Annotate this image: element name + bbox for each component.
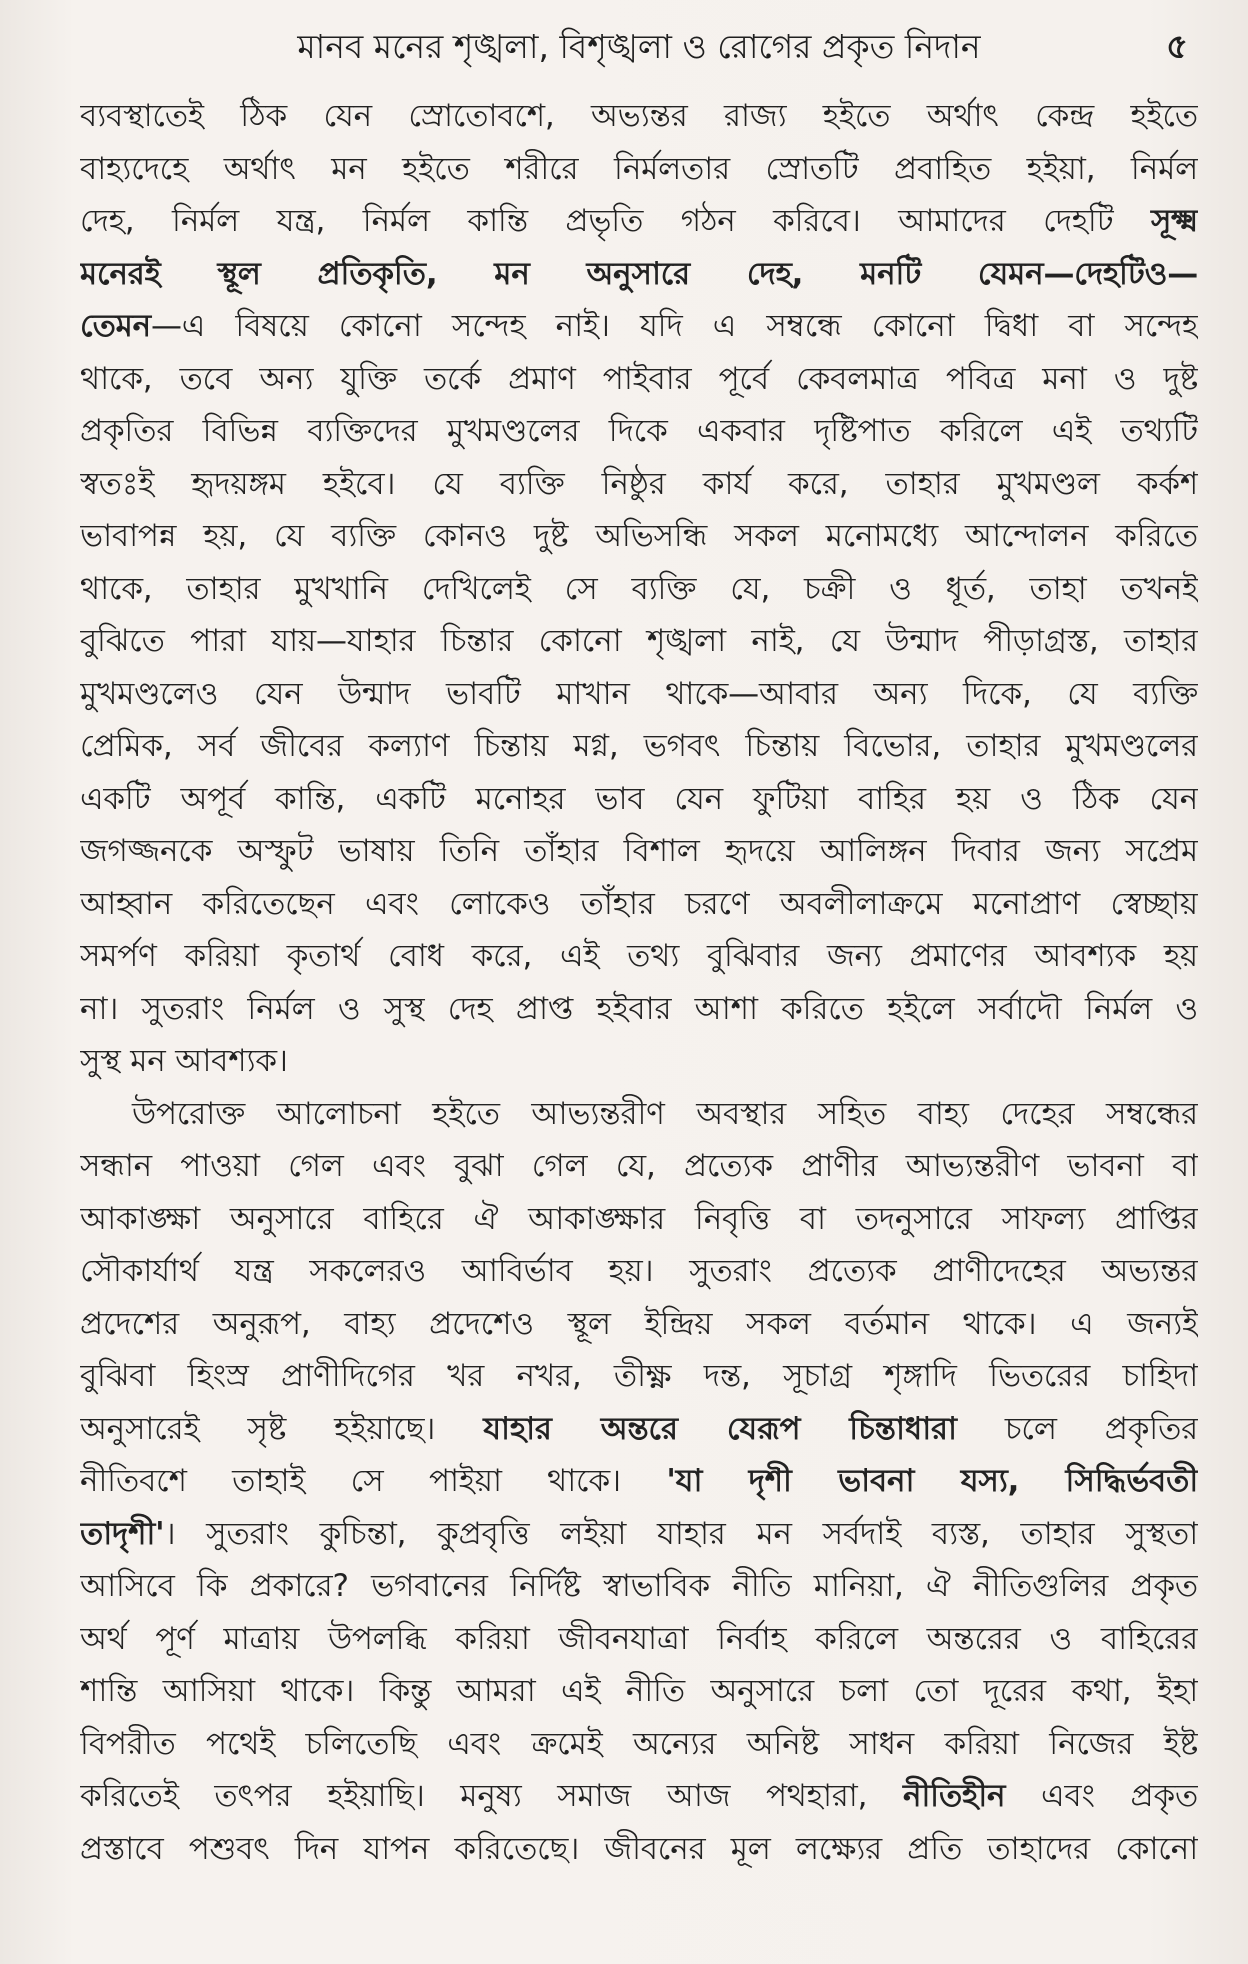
body-text: [80, 90, 1198, 1875]
paragraph: [80, 1088, 1198, 1876]
text-segment: এবং প্রকৃত: [1005, 1778, 1198, 1814]
text-segment: একটি অপূর্ব কান্তি, একটি মনোহর ভাব যেন ফুটিয়া বাহির হয় ও ঠিক যেন: [80, 780, 1198, 817]
text-segment: আকাঙ্ক্ষা অনুসারে বাহিরে ঐ আকাঙ্ক্ষার নিবৃত্তি বা তদনুসারে সাফল্য প্রাপ্তির: [80, 1200, 1198, 1237]
text-line: [80, 563, 1198, 616]
text-segment: বাহ্যদেহে অর্থাৎ মন হইতে শরীরে নির্মলতার স্রোতটি প্রবাহিত হইয়া, নির্মল: [80, 150, 1198, 187]
text-line: [80, 668, 1198, 721]
text-segment: স্বতঃই হৃদয়ঙ্গম হইবে। যে ব্যক্তি নিষ্ঠুর কার্য করে, তাহার মুখমণ্ডল কর্কশ: [80, 465, 1198, 502]
text-segment: দেহ, নির্মল যন্ত্র, নির্মল কান্তি প্রভৃতি গঠন করিবে। আমাদের দেহটি: [80, 203, 1151, 239]
text-segment: আহ্বান করিতেছেন এবং লোকেও তাঁহার চরণে অবলীলাক্রমে মনোপ্রাণ স্বেচ্ছায়: [80, 885, 1198, 922]
text-line: [80, 1140, 1198, 1193]
text-segment: ভাবাপন্ন হয়, যে ব্যক্তি কোনও দুষ্ট অভিসন্ধি সকল মনোমধ্যে আন্দোলন করিতে: [80, 518, 1198, 554]
text-segment: উপরোক্ত আলোচনা হইতে আভ্যন্তরীণ অবস্থার সহিত বাহ্য দেহের সম্বন্ধের: [132, 1095, 1198, 1132]
text-line: [80, 1193, 1198, 1246]
text-line: [80, 1770, 1198, 1823]
text-line: [80, 1508, 1198, 1561]
text-line: [80, 1350, 1198, 1403]
text-line: [80, 195, 1198, 248]
text-line: [80, 1298, 1198, 1351]
text-line: [80, 1455, 1198, 1508]
text-segment: প্রেমিক, সর্ব জীবের কল্যাণ চিন্তায় মগ্ন, ভগবৎ চিন্তায় বিভোর, তাহার মুখমণ্ডলের: [80, 728, 1198, 764]
text-segment: । সুতরাং কুচিন্তা, কুপ্রবৃত্তি লইয়া যাহার মন সর্বদাই ব্যস্ত, তাহার সুস্থতা: [164, 1515, 1198, 1552]
bold-text: নীতিহীন: [902, 1778, 1006, 1814]
text-segment: প্রদেশের অনুরূপ, বাহ্য প্রদেশেও স্থূল ইন্দ্রিয় সকল বর্তমান থাকে। এ জন্যই: [80, 1305, 1198, 1342]
text-line: [80, 353, 1198, 406]
text-segment: অনুসারেই সৃষ্ট হইয়াছে।: [80, 1410, 484, 1447]
text-line: [80, 1823, 1198, 1876]
text-line: [80, 878, 1198, 931]
page-header: [80, 18, 1198, 76]
text-segment: ব্যবস্থাতেই ঠিক যেন স্রোতোবশে, অভ্যন্তর রাজ্য হইতে অর্থাৎ কেন্দ্র হইতে: [80, 98, 1198, 134]
text-line: [80, 458, 1198, 511]
text-segment: সৌকার্যার্থ যন্ত্র সকলেরও আবির্ভাব হয়। সুতরাং প্রত্যেক প্রাণীদেহের অভ্যন্তর: [80, 1253, 1198, 1289]
text-line: [80, 1665, 1198, 1718]
text-line: [80, 300, 1198, 353]
text-line: [80, 1560, 1198, 1613]
text-line: [80, 510, 1198, 563]
text-line: [80, 405, 1198, 458]
paragraph: [80, 90, 1198, 1088]
text-segment: থাকে, তবে অন্য যুক্তি তর্কে প্রমাণ পাইবার পূর্বে কেবলমাত্র পবিত্র মনা ও দুষ্ট: [80, 360, 1198, 397]
text-line: [80, 773, 1198, 826]
text-line: [80, 1613, 1198, 1666]
text-line: [80, 1035, 1198, 1088]
text-segment: সমর্পণ করিয়া কৃতার্থ বোধ করে, এই তথ্য বুঝিবার জন্য প্রমাণের আবশ্যক হয়: [80, 938, 1198, 974]
bold-text: যাহার অন্তরে যেরূপ চিন্তাধারা: [483, 1410, 957, 1447]
bold-text: সূক্ষ্ম: [1150, 203, 1198, 239]
running-title: মানব মনের শৃঙ্খলা, বিশৃঙ্খলা ও রোগের প্রকৃত নিদান: [297, 27, 981, 66]
text-line: [80, 1403, 1198, 1456]
text-segment: বিপরীত পথেই চলিতেছি এবং ক্রমেই অন্যের অনিষ্ট সাধন করিয়া নিজের ইষ্ট: [80, 1725, 1198, 1762]
text-line: [80, 143, 1198, 196]
text-segment: সন্ধান পাওয়া গেল এবং বুঝা গেল যে, প্রত্যেক প্রাণীর আভ্যন্তরীণ ভাবনা বা: [80, 1148, 1198, 1184]
text-line: [80, 720, 1198, 773]
text-line: [80, 615, 1198, 668]
bold-text: তেমন: [80, 308, 151, 344]
text-segment: —এ বিষয়ে কোনো সন্দেহ নাই। যদি এ সম্বন্ধে কোনো দ্বিধা বা সন্দেহ: [150, 308, 1198, 344]
text-segment: না। সুতরাং নির্মল ও সুস্থ দেহ প্রাপ্ত হইবার আশা করিতে হইলে সর্বাদৌ নির্মল ও: [80, 990, 1198, 1027]
text-line: [80, 825, 1198, 878]
text-segment: করিতেই তৎপর হইয়াছি। মনুষ্য সমাজ আজ পথহারা,: [80, 1778, 903, 1814]
text-segment: বুঝিতে পারা যায়—যাহার চিন্তার কোনো শৃঙ্খলা নাই, যে উন্মাদ পীড়াগ্রস্ত, তাহার: [80, 623, 1198, 659]
text-line: [80, 930, 1198, 983]
text-segment: অর্থ পূর্ণ মাত্রায় উপলব্ধি করিয়া জীবনযাত্রা নির্বাহ করিলে অন্তরের ও বাহিরের: [80, 1620, 1198, 1657]
bold-text: মনেরই স্থূল প্রতিকৃতি, মন অনুসারে দেহ, মনটি যেমন—দেহটিও—: [80, 255, 1198, 292]
text-segment: চলে প্রকৃতির: [956, 1410, 1198, 1447]
text-segment: শান্তি আসিয়া থাকে। কিন্তু আমরা এই নীতি অনুসারে চলা তো দূরের কথা, ইহা: [80, 1673, 1198, 1709]
text-line: [80, 248, 1198, 301]
text-segment: আসিবে কি প্রকারে? ভগবানের নির্দিষ্ট স্বাভাবিক নীতি মানিয়া, ঐ নীতিগুলির প্রকৃত: [80, 1568, 1198, 1604]
page-number: ৫: [1165, 27, 1188, 67]
text-line: [80, 983, 1198, 1036]
text-segment: জগজ্জনকে অস্ফুট ভাষায় তিনি তাঁহার বিশাল হৃদয়ে আলিঙ্গন দিবার জন্য সপ্রেম: [80, 833, 1198, 869]
bold-text: 'যা দৃশী ভাবনা যস্য, সিদ্ধির্ভবতী: [666, 1463, 1198, 1499]
text-segment: মুখমণ্ডলেও যেন উন্মাদ ভাবটি মাখান থাকে—আবার অন্য দিকে, যে ব্যক্তি: [80, 675, 1198, 712]
text-segment: থাকে, তাহার মুখখানি দেখিলেই সে ব্যক্তি যে, চক্রী ও ধূর্ত, তাহা তখনই: [80, 570, 1198, 607]
text-segment: নীতিবশে তাহাই সে পাইয়া থাকে।: [80, 1463, 667, 1499]
text-line: [80, 90, 1198, 143]
bold-text: তাদৃশী': [80, 1515, 165, 1552]
text-segment: সুস্থ মন আবশ্যক।: [80, 1043, 288, 1079]
text-line: [80, 1245, 1198, 1298]
text-segment: প্রস্তাবে পশুবৎ দিন যাপন করিতেছে। জীবনের মূল লক্ষ্যের প্রতি তাহাদের কোনো: [80, 1830, 1198, 1867]
text-segment: বুঝিবা হিংস্র প্রাণীদিগের খর নখর, তীক্ষ্ণ দন্ত, সূচাগ্র শৃঙ্গাদি ভিতরের চাহিদা: [80, 1358, 1198, 1394]
text-segment: প্রকৃতির বিভিন্ন ব্যক্তিদের মুখমণ্ডলের দিকে একবার দৃষ্টিপাত করিলে এই তথ্যটি: [80, 413, 1198, 449]
text-line: [80, 1088, 1198, 1141]
text-line: [80, 1718, 1198, 1771]
